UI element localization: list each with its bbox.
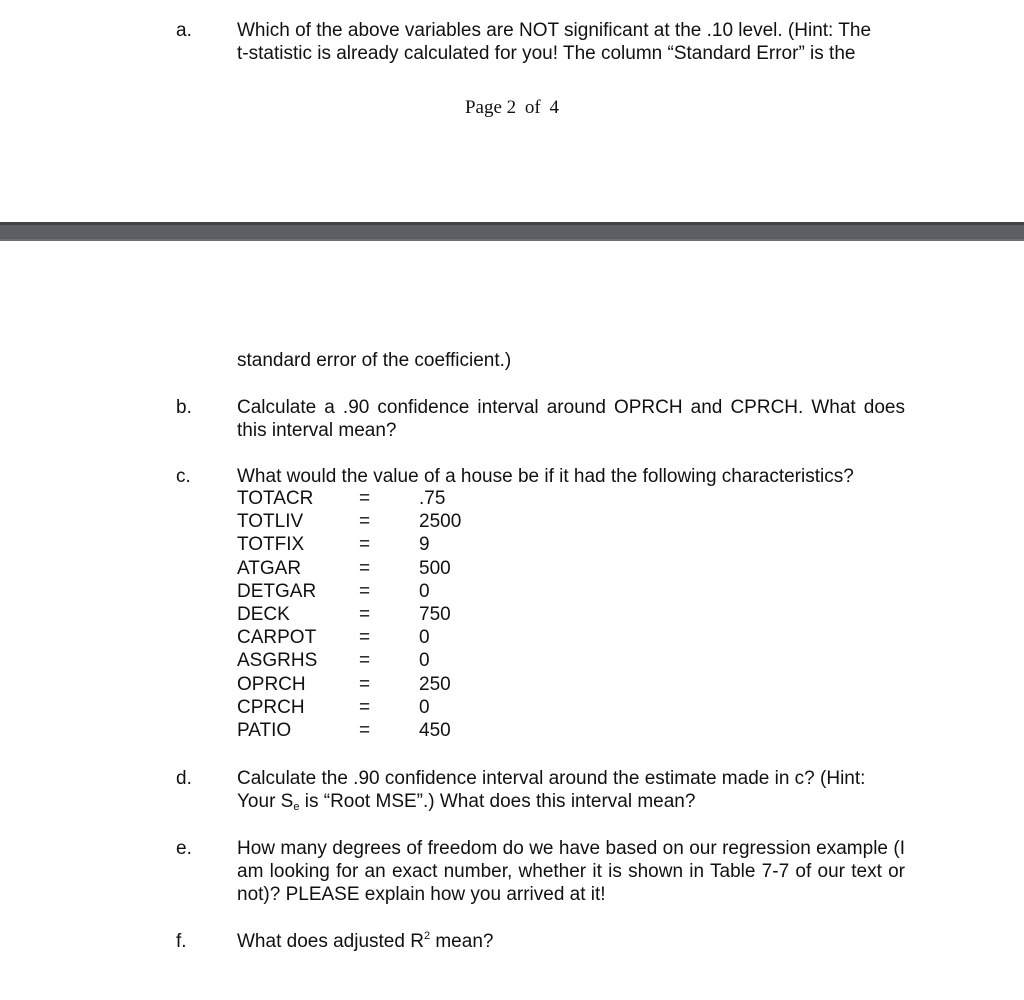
characteristic-variable: PATIO — [237, 719, 292, 741]
characteristic-value: 9 — [419, 534, 430, 556]
characteristic-equals: = — [359, 511, 371, 533]
question-f-text-end: mean? — [430, 931, 494, 952]
page-number-total: 4 — [549, 97, 559, 118]
question-c-letter: c. — [176, 466, 191, 487]
question-e-letter: e. — [176, 838, 192, 859]
characteristic-value: 0 — [419, 696, 430, 718]
characteristic-equals: = — [359, 580, 371, 602]
characteristic-variable: TOTACR — [237, 488, 314, 509]
characteristic-value: 750 — [419, 603, 451, 625]
characteristic-equals: = — [359, 627, 371, 649]
question-a-text — [237, 19, 909, 65]
characteristic-value: 450 — [419, 719, 451, 741]
question-f-text-start: What does adjusted R — [237, 931, 424, 952]
characteristic-variable: ASGRHS — [237, 650, 318, 672]
page-number — [0, 96, 1024, 119]
question-a-line-1: Which of the above variables are NOT significant at the .10 level. (Hint: The — [237, 20, 872, 41]
se-subscript: e — [293, 801, 300, 813]
question-d-line-1: Calculate the .90 confidence interval around the estimate made in c? (Hint: — [237, 768, 866, 789]
question-f-letter: f. — [176, 931, 187, 952]
question-d-line-2-end: is “Root MSE”.) What does this interval mean? — [299, 791, 696, 812]
question-d-line-2 — [237, 790, 909, 813]
characteristic-equals: = — [359, 719, 371, 741]
characteristic-value: 250 — [419, 673, 451, 695]
question-a-continuation-text: standard error of the coefficient.) — [237, 350, 512, 371]
characteristic-value: 0 — [419, 627, 430, 649]
question-e-text: How many degrees of freedom do we have based on our regression example (I am looking for an exact number, whether it is shown in Table 7-7 of our text or not)? PLEASE explain how you arrived at it! — [237, 838, 905, 905]
characteristic-value: 500 — [419, 557, 451, 579]
page-number-of: of — [524, 97, 541, 118]
characteristic-equals: = — [359, 673, 371, 695]
page-break-divider — [0, 222, 1024, 241]
characteristic-equals: = — [359, 534, 371, 556]
characteristic-equals: = — [359, 650, 371, 672]
question-f-text — [237, 930, 909, 953]
r-squared-superscript: 2 — [423, 930, 431, 942]
characteristic-equals: = — [359, 603, 371, 625]
page-number-current: Page 2 — [464, 97, 517, 118]
question-c-text: What would the value of a house be if it had the following characteristics? — [237, 466, 854, 487]
characteristic-variable: DETGAR — [237, 580, 317, 602]
characteristic-value: .75 — [419, 488, 446, 509]
characteristic-equals: = — [359, 488, 371, 509]
question-d-line-2-start: Your S — [237, 791, 294, 812]
characteristic-equals: = — [359, 557, 371, 579]
characteristic-value: 0 — [419, 650, 430, 672]
characteristic-variable: TOTFIX — [237, 534, 305, 556]
characteristic-value: 2500 — [419, 511, 462, 533]
characteristic-variable: CPRCH — [237, 696, 305, 718]
question-d-text — [237, 767, 909, 813]
characteristic-variable: TOTLIV — [237, 511, 304, 533]
question-b-text: Calculate a .90 confidence interval around OPRCH and CPRCH. What does this interval mean? — [237, 397, 905, 441]
question-d-letter: d. — [176, 768, 192, 789]
question-b-letter: b. — [176, 397, 192, 418]
characteristic-variable: ATGAR — [237, 557, 302, 579]
question-a-line-2: t-statistic is already calculated for you! The column “Standard Error” is the — [237, 43, 856, 64]
question-a — [0, 19, 1024, 69]
characteristic-value: 0 — [419, 580, 430, 602]
question-a-letter: a. — [176, 20, 192, 41]
characteristic-equals: = — [359, 696, 371, 718]
characteristic-variable: DECK — [237, 603, 290, 625]
characteristic-variable: OPRCH — [237, 673, 306, 695]
characteristic-variable: CARPOT — [237, 627, 317, 649]
